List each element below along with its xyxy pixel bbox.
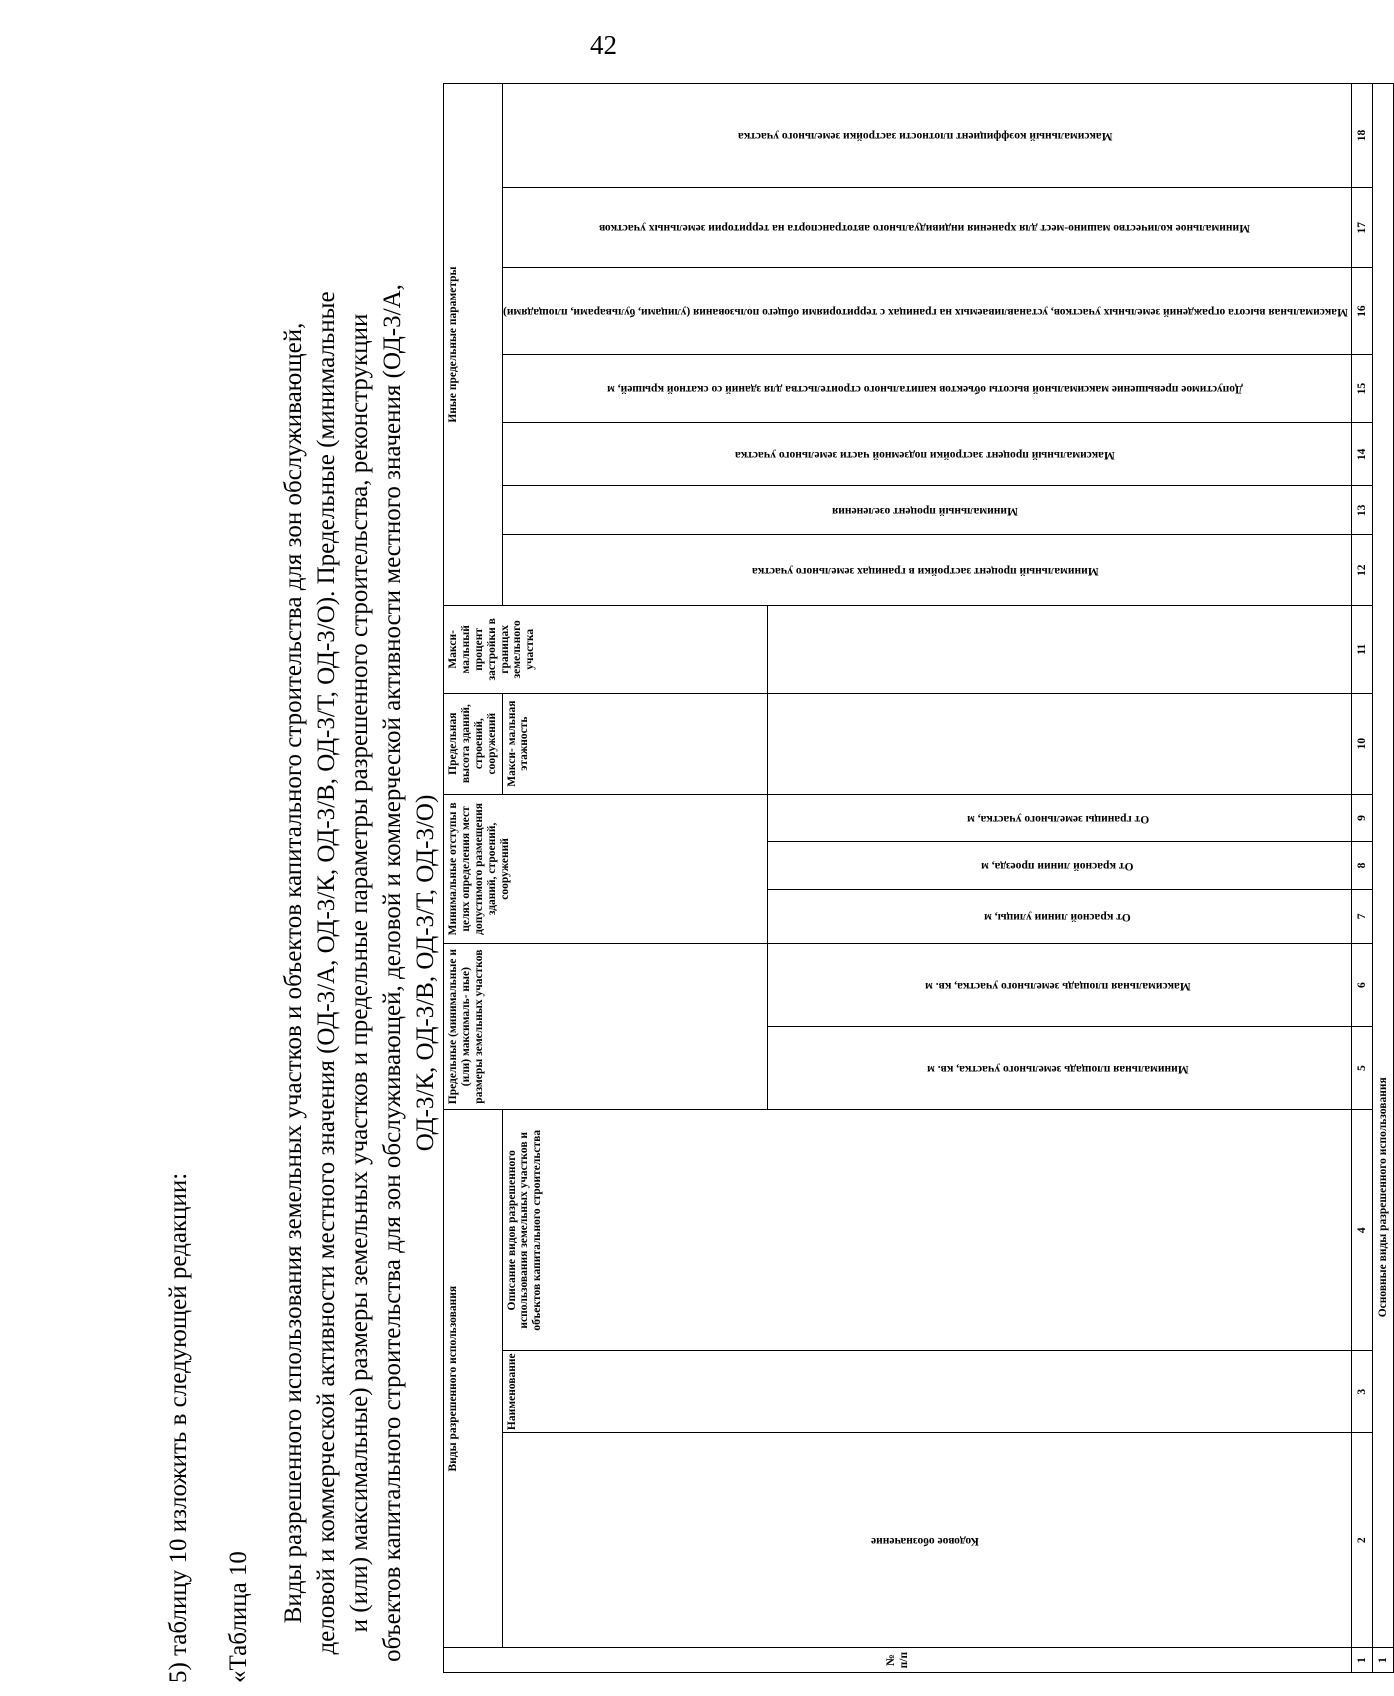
- col-number: 11: [1352, 606, 1373, 693]
- row-number: 1: [1373, 1648, 1394, 1673]
- header-no: № п/п: [444, 1648, 1352, 1673]
- header-o13: Минимальный процент озеленения: [502, 486, 1352, 535]
- parameters-table: [443, 83, 1394, 1673]
- header-o14: Максимальный процент застройки подземной части земельного участка: [502, 423, 1352, 486]
- header-code: Кодовое обозначение: [502, 1433, 1352, 1648]
- intro-text: 5) таблицу 10 изложить в следующей редакции:: [165, 1172, 192, 1683]
- col-number: 18: [1352, 84, 1373, 188]
- col-number: 13: [1352, 486, 1373, 535]
- col-number: 1: [1352, 1648, 1373, 1673]
- header-o15: Допустимое превышение максимальной высоты объектов капитального строительства для зданий со скатной крышей, м: [502, 354, 1352, 423]
- table-label: «Таблица 10: [225, 1551, 252, 1683]
- header-min-area: Минимальная площадь земельного участка, кв. м: [768, 1027, 1352, 1110]
- col-number: 4: [1352, 1110, 1373, 1351]
- col-number: 10: [1352, 693, 1373, 794]
- page-number: 42: [590, 30, 617, 60]
- header-red-street: От красной линии улицы, м: [768, 889, 1352, 943]
- col-number: 16: [1352, 268, 1373, 354]
- col-number: 7: [1352, 889, 1373, 943]
- col-number: 5: [1352, 1027, 1373, 1110]
- col-number: 2: [1352, 1433, 1373, 1648]
- col-number: 6: [1352, 944, 1373, 1027]
- header-vri: Виды разрешенного использования: [444, 1110, 503, 1648]
- header-o16: Максимальная высота ограждений земельных участков, устанавливаемых на границах с территориями общего пользования (улицами, бульварами, площадями): [502, 268, 1352, 354]
- header-desc: Описание видов разрешенного использования земельных участков и объектов капитального строительства: [502, 1110, 1352, 1351]
- section-title: Основные виды разрешенного использования: [1373, 84, 1394, 1648]
- header-setbacks: Минимальные отступы в целях определения мест допустимого размещения зданий, строений, сооружений: [444, 794, 768, 943]
- header-max-pct: Макси- мальный процент застройки в границах земельного участка: [444, 606, 768, 693]
- header-floors: Макси- мальная этажность: [502, 693, 768, 794]
- header-name: Наименование: [502, 1351, 1352, 1433]
- col-number: 3: [1352, 1351, 1373, 1433]
- header-empty-10: [768, 693, 1352, 794]
- col-number: 8: [1352, 842, 1373, 890]
- header-o17: Минимальное количество машино-мест для хранения индивидуального автотранспорта на территории земельных участков: [502, 188, 1352, 268]
- header-red-drive: От красной линии проезда, м: [768, 842, 1352, 890]
- header-max-area: Максимальная площадь земельного участка, кв. м: [768, 944, 1352, 1027]
- header-height: Предельная высота зданий, строений, сооружений: [444, 693, 503, 794]
- header-other: Иные предельные параметры: [444, 84, 503, 606]
- rotated-content: [165, 83, 1389, 1683]
- col-number: 14: [1352, 423, 1373, 486]
- header-o18: Максимальный коэффициент плотности застройки земельного участка: [502, 84, 1352, 188]
- col-number: 9: [1352, 794, 1373, 842]
- col-number: 12: [1352, 535, 1373, 606]
- header-border: От границы земельного участка, м: [768, 794, 1352, 842]
- col-number: 17: [1352, 188, 1373, 268]
- table-title: Виды разрешенного использования земельных участков и объектов капитального строительства для зон обслуживающей, деловой и коммерческой активности местного значения (ОД-3/А, ОД-3/К, ОД-3/В, ОД-3/Т, ОД-3/О). Предельные (минимальные и (или) максимальные) размеры земельных участков и предельные параметры разрешенного строительства, реконструкции объектов капитального строительства для зон обслуживающей, деловой и коммерческой активности местного значения (ОД-3/А, ОД-3/К, ОД-3/В, ОД-3/Т, ОД-3/О): [280, 284, 439, 1662]
- header-o12: Минимальный процент застройки в границах земельного участка: [502, 535, 1352, 606]
- header-empty-11: [768, 606, 1352, 693]
- header-sizes: Предельные (минимальные и (или) максималь- ные) размеры земельных участков: [444, 944, 768, 1110]
- col-number: 15: [1352, 354, 1373, 423]
